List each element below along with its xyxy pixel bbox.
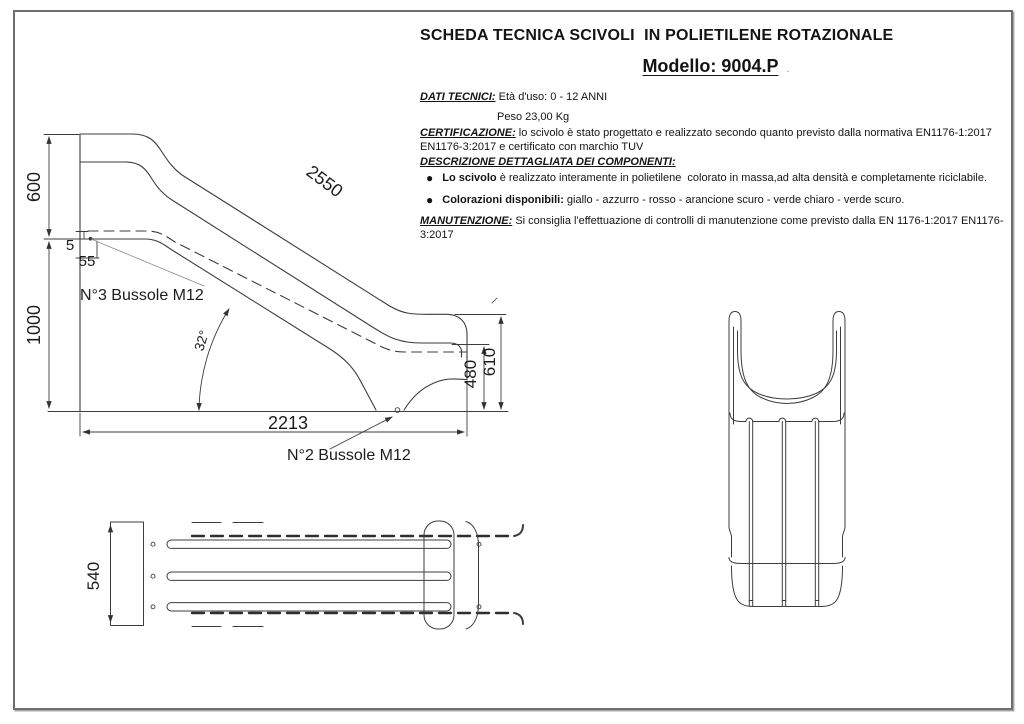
bushing-hole	[477, 542, 481, 546]
rib-bar	[167, 603, 451, 611]
dim-text-2550: 2550	[302, 161, 347, 202]
entry-platform-rect	[111, 522, 144, 626]
weight-value: Peso 23,00 Kg	[497, 111, 570, 123]
bushing-hole	[151, 542, 155, 546]
side-view-dimension-lines	[44, 135, 506, 437]
bullet-icon: ●	[426, 171, 434, 185]
plan-view	[111, 521, 524, 629]
page-title: SCHEDA TECNICA SCIVOLI IN POLIETILENE ROTAZIONALE	[420, 27, 894, 44]
plan-view-dimension-texts	[84, 562, 103, 590]
leader-bushings-bottom	[330, 417, 392, 449]
slide-outer-top-edge	[80, 134, 467, 380]
dim-text-600: 600	[24, 171, 44, 203]
bushing-hole	[151, 574, 155, 578]
stray-tick	[492, 298, 497, 303]
body-side-right	[843, 431, 846, 557]
rib-bar	[167, 540, 451, 548]
technical-data-heading: DATI TECNICI:	[420, 91, 496, 103]
chute-outer-outline	[729, 312, 845, 432]
side-view-dimension-texts	[24, 161, 499, 464]
angle-arc-32	[199, 309, 229, 410]
stray-dot: .	[786, 63, 790, 75]
bushing-dot-top	[89, 237, 93, 241]
skirt-outline	[732, 566, 843, 607]
dim-text-480: 480	[461, 359, 480, 389]
bullet-text: Lo scivolo è realizzato interamente in polietilene colorato in massa,ad alta densità e completamente riciclabile.	[442, 172, 988, 184]
front-view	[729, 312, 845, 607]
bullet-text: Colorazioni disponibili: giallo - azzurro - rosso - arancione scuro - verde chiaro - verde scuro.	[442, 194, 905, 206]
dim-text-5: 5	[65, 237, 75, 254]
dim-text-610: 610	[480, 347, 499, 377]
certification-text: lo scivolo è stato progettato e realizzato secondo quanto previsto dalla normativa EN1176-1:2017 EN1176-3:2017 e certificato con marchio TUV	[420, 127, 995, 153]
bullet-icon: ●	[426, 193, 434, 207]
hidden-edge-hooks	[514, 525, 523, 624]
body-side-left	[729, 431, 732, 557]
maintenance-heading: MANUTENZIONE:	[420, 215, 513, 227]
dim-text-55: 55	[78, 253, 96, 270]
maintenance-text: Si consiglia l'effettuazione di controlli di manutenzione come previsto dalla EN 1176-1:2017 EN1176-3:2017	[420, 215, 1004, 241]
rib-lines	[749, 422, 818, 607]
rib-bar	[167, 572, 451, 580]
slide-inner-top-edge	[80, 162, 462, 357]
chute-inner-outline	[738, 331, 837, 399]
bushing-hole	[151, 605, 155, 609]
components-heading: DESCRIZIONE DETTAGLIATA DEI COMPONENTI:	[420, 156, 676, 168]
model-label: Modello: 9004.P	[642, 56, 779, 76]
dim-text-2213: 2213	[267, 413, 309, 433]
skirt-top-line	[729, 558, 845, 564]
rim-bottom-line	[730, 413, 844, 422]
slide-bottom-edge	[88, 239, 376, 410]
certification-heading: CERTIFICAZIONE:	[420, 127, 516, 139]
label-bushings-bottom: N°2 Bussole M12	[287, 447, 411, 464]
slide-foot-rear-curve	[404, 379, 466, 410]
angle-text-32: 32°	[191, 328, 213, 353]
dim-text-1000: 1000	[24, 304, 44, 346]
leader-bushings-top	[91, 239, 204, 286]
label-bushings-top: N°3 Bussole M12	[80, 287, 204, 304]
dim-text-540: 540	[84, 561, 103, 591]
bushing-hole	[477, 605, 481, 609]
age-range-value: Età d'uso: 0 - 12 ANNI	[498, 91, 608, 103]
